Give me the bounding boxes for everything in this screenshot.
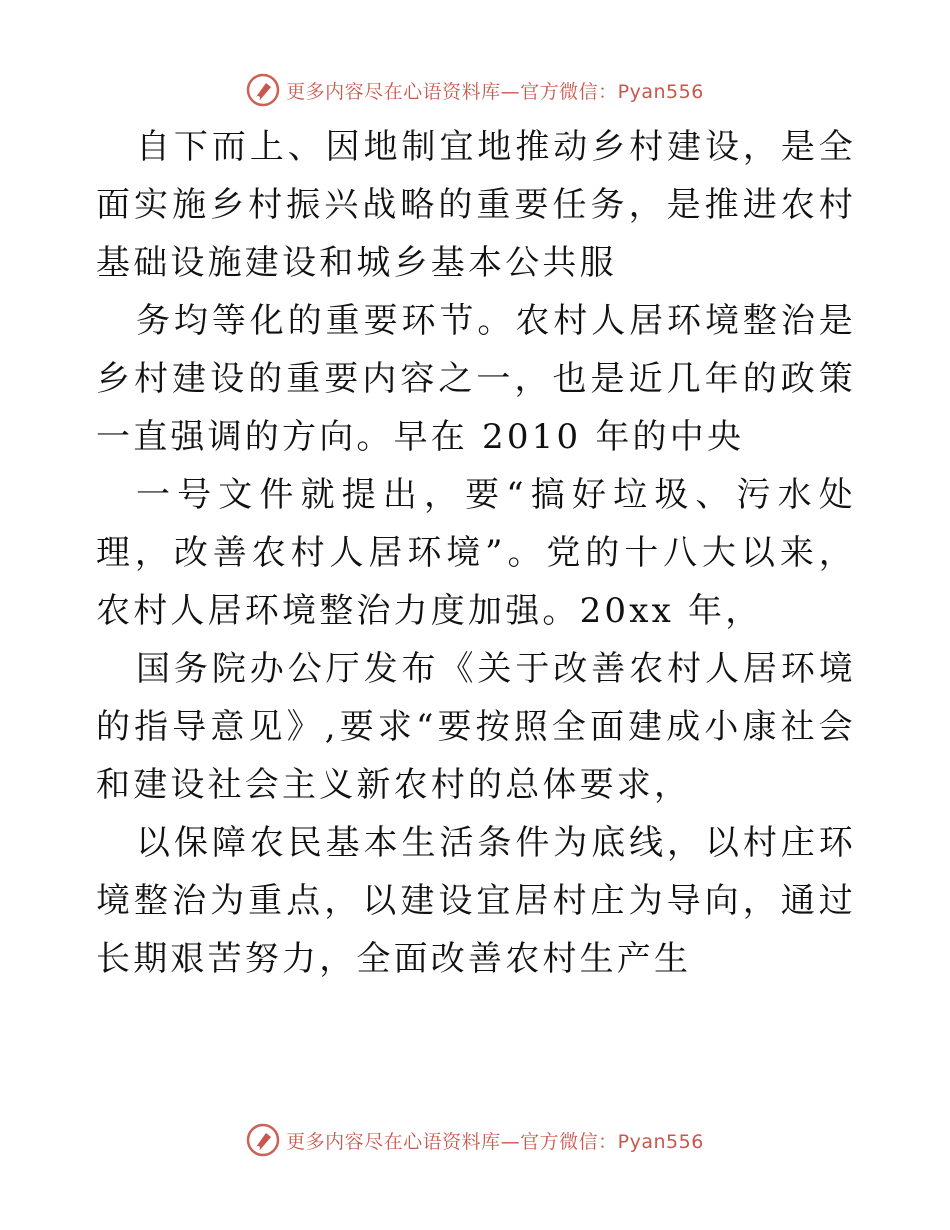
pen-nib-logo-icon (246, 1123, 280, 1157)
pen-nib-logo-icon (246, 73, 280, 107)
header-banner (0, 70, 950, 110)
paragraph-3: 一号文件就提出，要“搞好垃圾、污水处理，改善农村人居环境”。党的十八大以来，农村人居环境整治力度加强。20xx 年， (96, 475, 856, 631)
paragraph-2: 务均等化的重要环节。农村人居环境整治是乡村建设的重要内容之一，也是近几年的政策一直强调的方向。早在 2010 年的中央 (96, 301, 856, 457)
footer-banner (0, 1120, 950, 1160)
paragraph-5: 以保障农民基本生活条件为底线，以村庄环境整治为重点，以建设宜居村庄为导向，通过长期艰苦努力，全面改善农村生产生 (96, 823, 856, 979)
header-banner-text: 更多内容尽在心语资料库—官方微信：Pyan556 (286, 80, 704, 103)
paragraph-1: 自下而上、因地制宜地推动乡村建设，是全面实施乡村振兴战略的重要任务，是推进农村基础设施建设和城乡基本公共服 (96, 127, 856, 283)
footer-banner-text: 更多内容尽在心语资料库—官方微信：Pyan556 (286, 1130, 704, 1153)
document-body (96, 118, 856, 988)
paragraph-4: 国务院办公厅发布《关于改善农村人居环境的指导意见》,要求“要按照全面建成小康社会和建设社会主义新农村的总体要求， (96, 649, 856, 805)
